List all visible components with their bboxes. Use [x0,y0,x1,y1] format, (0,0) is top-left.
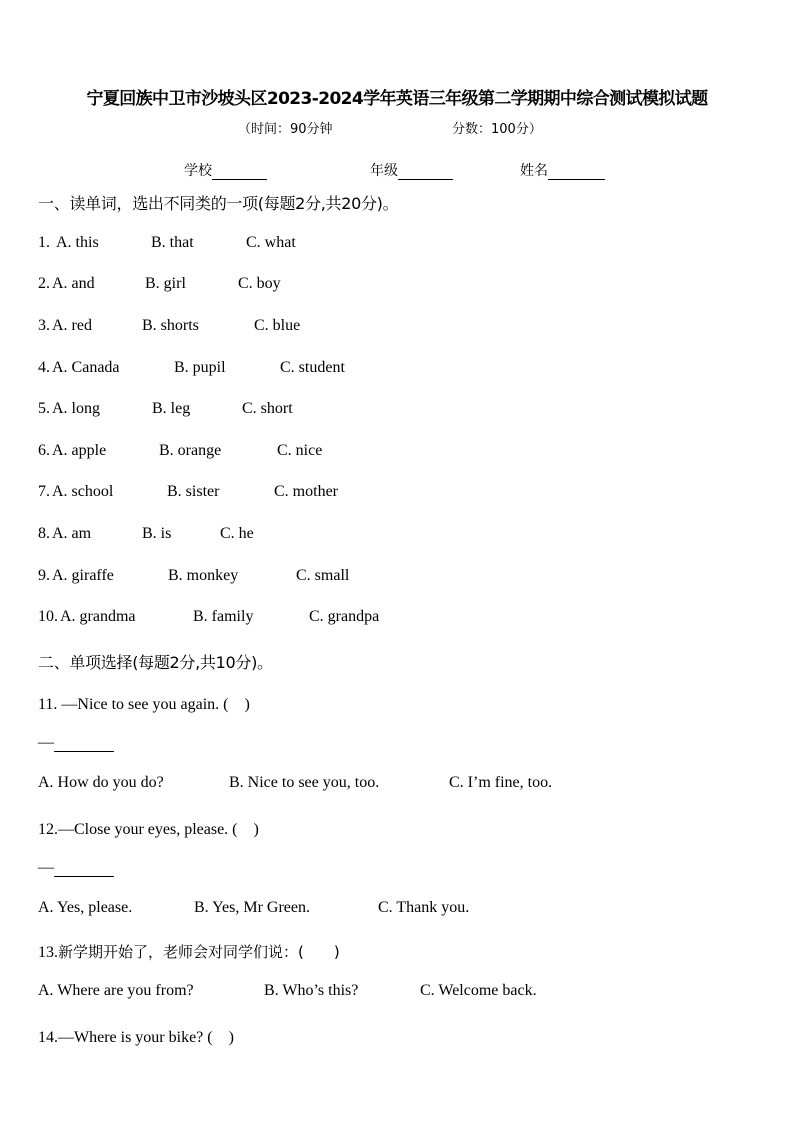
option-c: C. small [296,567,350,584]
question-number: 5. [38,400,50,417]
question-number: 2. [38,275,50,292]
option-b: B. is [142,525,172,542]
option-a: A. Where are you from? [38,982,194,999]
grade-label: 年级 [370,163,398,179]
option-b: B. Nice to see you, too. [229,774,380,791]
answer-line-12 [38,859,114,877]
question-number: 3. [38,317,50,334]
option-c: C. student [280,359,345,376]
option-b: B. monkey [168,567,239,584]
option-c: C. short [242,400,293,417]
name-label: 姓名 [520,163,548,179]
option-b: B. girl [145,275,186,292]
option-a: A. Canada [52,359,120,376]
grade-blank[interactable] [398,165,453,180]
question-number: 4. [38,359,50,376]
question-14: 14.—Where is your bike? ( ) [38,1029,234,1046]
option-a: A. this [56,234,99,251]
section1-heading: 一、读单词，选出不同类的一项(每题2分,共20分)。 [38,194,399,213]
option-c: C. he [220,525,254,542]
grade-field [370,160,453,180]
question-text: 新学期开始了，老师会对同学们说：( ) [58,943,340,961]
option-c: C. grandpa [309,608,380,625]
name-field [520,160,605,180]
option-c: C. mother [274,483,338,500]
option-b: B. Yes, Mr Green. [194,899,310,916]
option-b: B. leg [152,400,191,417]
question-11: 11. —Nice to see you again. ( ) [38,696,250,713]
question-number: 8. [38,525,50,542]
option-b: B. that [151,234,194,251]
option-a: A. How do you do? [38,774,164,791]
question-13 [38,941,340,962]
option-a: A. and [52,275,95,292]
question-number: 1. [38,234,50,251]
question-12: 12.—Close your eyes, please. ( ) [38,821,259,838]
option-b: B. Who’s this? [264,982,359,999]
option-a: A. giraffe [52,567,114,584]
option-a: A. Yes, please. [38,899,133,916]
answer-dash: — [38,734,54,751]
option-b: B. family [193,608,254,625]
name-blank[interactable] [548,165,605,180]
answer-blank-11[interactable] [54,737,114,752]
answer-blank-12[interactable] [54,862,114,877]
question-number: 13. [38,944,58,961]
option-c: C. what [246,234,296,251]
question-number: 6. [38,442,50,459]
answer-dash: — [38,859,54,876]
option-c: C. Thank you. [378,899,470,916]
school-field [184,160,267,180]
school-label: 学校 [184,163,212,179]
option-c: C. Welcome back. [420,982,537,999]
exam-score: 分数：100分） [452,122,542,137]
option-c: C. nice [277,442,323,459]
exam-title: 宁夏回族中卫市沙坡头区2023-2024学年英语三年级第二学期期中综合测试模拟试题 [86,89,708,109]
answer-line-11 [38,734,114,752]
option-b: B. pupil [174,359,226,376]
section2-heading: 二、单项选择(每题2分,共10分)。 [38,653,273,672]
exam-time: （时间：90分钟 [238,122,333,137]
school-blank[interactable] [212,165,267,180]
option-a: A. red [52,317,92,334]
question-number: 9. [38,567,50,584]
option-c: C. I’m fine, too. [449,774,553,791]
option-a: A. apple [52,442,107,459]
option-a: A. school [52,483,114,500]
option-c: C. boy [238,275,281,292]
option-b: B. shorts [142,317,199,334]
option-a: A. grandma [60,608,136,625]
question-number: 10. [38,608,58,625]
option-b: B. sister [167,483,220,500]
option-a: A. am [52,525,92,542]
option-a: A. long [52,400,100,417]
option-b: B. orange [159,442,222,459]
question-number: 7. [38,483,50,500]
option-c: C. blue [254,317,301,334]
